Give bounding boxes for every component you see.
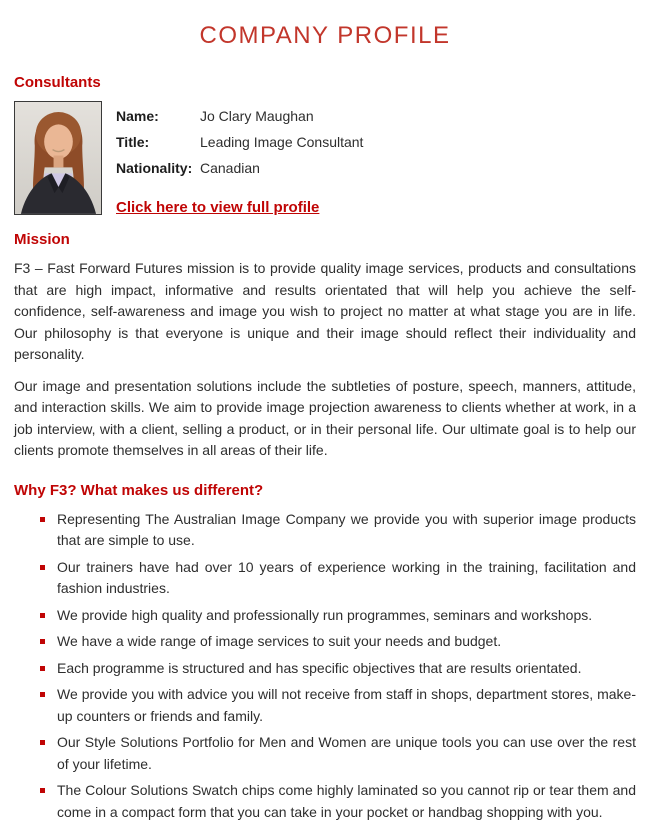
bullet-square-icon: [40, 517, 45, 522]
bullet-text: We provide high quality and professionally run programmes, seminars and workshops.: [57, 605, 636, 627]
bullet-text: Our trainers have had over 10 years of experience working in the training, facilitation and fashion industries.: [57, 557, 636, 600]
list-item: [14, 509, 636, 552]
mission-paragraph-1: F3 – Fast Forward Futures mission is to provide quality image services, products and consultations that are high impact, informative and results orientated that will help you achieve the self-confidence, self-awareness and image you wish to project no matter at what stage you are in life. Our philosophy is that everyone is unique and their image should reflect their individuality and personality.: [14, 258, 636, 366]
bullet-text: We provide you with advice you will not receive from staff in shops, department stores, make-up counters or friends and family.: [57, 684, 636, 727]
bullet-square-icon: [40, 666, 45, 671]
title-value: Leading Image Consultant: [200, 129, 363, 155]
bullet-square-icon: [40, 788, 45, 793]
bullet-square-icon: [40, 740, 45, 745]
page-title: COMPANY PROFILE: [14, 22, 636, 50]
why-f3-section: [14, 482, 636, 823]
bullet-text: The Colour Solutions Swatch chips come highly laminated so you cannot rip or tear them and come in a compact form that you can take in your pocket or handbag shopping with you.: [57, 780, 636, 823]
field-name: [116, 103, 363, 129]
consultants-section: [14, 74, 636, 217]
consultants-heading: Consultants: [14, 74, 636, 91]
bullet-text: Our Style Solutions Portfolio for Men and Women are unique tools you can use over the rest of your lifetime.: [57, 732, 636, 775]
consultant-portrait-image: [15, 102, 101, 214]
bullet-square-icon: [40, 565, 45, 570]
mission-paragraph-2: Our image and presentation solutions include the subtleties of posture, speech, manners, attitude, and interaction skills. We aim to provide image projection awareness to clients whether at work, in a job interview, with a client, selling a product, or in their personal life. Our ultimate goal is to help our clients promote themselves in all areas of their life.: [14, 376, 636, 462]
bullet-text: We have a wide range of image services to suit your needs and budget.: [57, 631, 636, 653]
why-f3-bullet-list: [14, 509, 636, 823]
list-item: [14, 780, 636, 823]
consultant-profile-row: [14, 101, 636, 217]
bullet-square-icon: [40, 639, 45, 644]
field-title: [116, 129, 363, 155]
mission-heading: Mission: [14, 231, 636, 248]
list-item: [14, 658, 636, 680]
list-item: [14, 605, 636, 627]
list-item: [14, 557, 636, 600]
name-value: Jo Clary Maughan: [200, 103, 314, 129]
bullet-text: Each programme is structured and has specific objectives that are results orientated.: [57, 658, 636, 680]
name-label: Name:: [116, 103, 200, 129]
list-item: [14, 684, 636, 727]
why-f3-heading: Why F3? What makes us different?: [14, 482, 636, 499]
bullet-text: Representing The Australian Image Company we provide you with superior image products that are simple to use.: [57, 509, 636, 552]
bullet-square-icon: [40, 692, 45, 697]
view-full-profile-link[interactable]: Click here to view full profile: [116, 199, 319, 216]
consultant-details: [116, 101, 363, 217]
consultant-photo: [14, 101, 102, 215]
list-item: [14, 631, 636, 653]
title-label: Title:: [116, 129, 200, 155]
nationality-value: Canadian: [200, 155, 260, 181]
field-nationality: [116, 155, 363, 181]
nationality-label: Nationality:: [116, 155, 200, 181]
mission-section: [14, 231, 636, 462]
bullet-square-icon: [40, 613, 45, 618]
